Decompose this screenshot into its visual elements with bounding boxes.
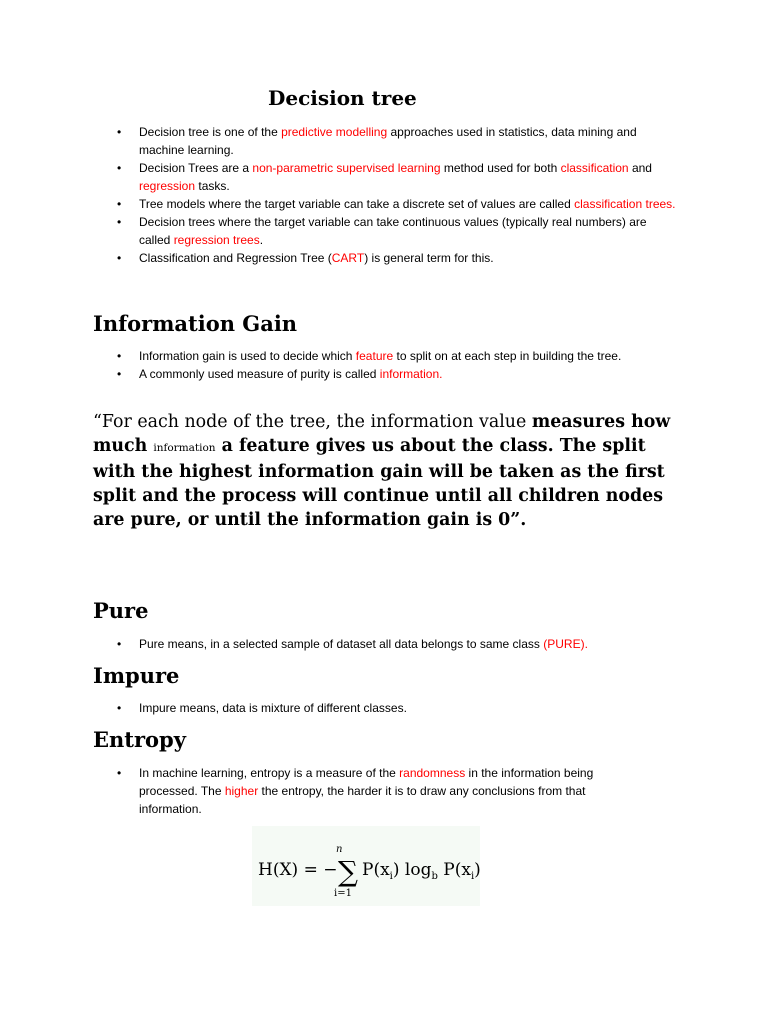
highlight-text: classification trees. [574,197,676,211]
text: In machine learning, entropy is a measure of the [139,766,400,780]
formula-subscript: i [389,871,393,882]
formula-rhs-part: ) [474,860,481,880]
quote-paragraph [93,410,673,532]
highlight-text: predictive modelling [281,125,388,139]
list-item [117,249,677,267]
formula-rhs [362,860,481,882]
highlight-text: CART [331,251,365,265]
formula-rhs-part: P(x [362,860,390,880]
entropy-bullet-list [117,764,617,818]
formula-rhs-part: P(x [437,860,471,880]
highlight-text: randomness [399,766,466,780]
section-heading-information-gain: Information Gain [93,311,298,336]
formula-subscript: i [470,871,475,882]
highlight-text: non-parametric supervised learning [252,161,441,175]
text: to split on at each step in building the tree. [393,349,622,363]
highlight-text: regression trees [173,233,260,247]
text: approaches used in statistics, data mining and machine learning. [139,125,637,157]
section-heading-impure: Impure [93,663,180,688]
quote-text: “For each node of the tree, the information value [93,412,532,432]
text: tasks. [195,179,230,193]
list-item [117,347,677,365]
highlight-text: feature [355,349,394,363]
intro-bullet-list [117,123,677,267]
pure-bullet-list [117,635,677,653]
list-item [117,213,677,249]
list-item [117,365,677,383]
text: Decision tree is one of the [139,125,282,139]
page-title: Decision tree [268,86,417,110]
text: in the information being processed. The [139,766,594,798]
quote-bold-text: measures how much [93,412,671,456]
text: Decision Trees are a [139,161,253,175]
info-gain-bullet-list [117,347,677,383]
text: ) is general term for this. [364,251,494,265]
list-item [117,159,677,195]
formula-rhs-part: ) log [392,860,432,880]
text: A commonly used measure of purity is called [139,367,380,381]
text: and [628,161,652,175]
text: method used for both [440,161,561,175]
text: Information gain is used to decide which [139,349,356,363]
text: Classification and Regression Tree ( [139,251,332,265]
quote-small-text: information [153,442,216,454]
highlight-text: classification [560,161,629,175]
entropy-formula [252,826,480,906]
formula-sum-upper: n [336,844,343,855]
list-item [117,699,677,717]
quote-bold-text: a feature gives us about the class. The split with the highest information gain will be taken as the first split and the process will continue until all children nodes are pure, or until the information gain is 0”. [93,436,665,530]
highlight-text: information. [379,367,443,381]
impure-bullet-list [117,699,677,717]
text: Tree models where the target variable can take a discrete set of values are called [139,197,575,211]
highlight-text: (PURE). [543,637,588,651]
highlight-text: higher [224,784,259,798]
formula-sum-lower: i=1 [334,888,352,899]
text: the entropy, the harder it is to draw any conclusions from that information. [139,784,586,816]
list-item [117,123,677,159]
formula-subscript: b [431,871,438,882]
section-heading-entropy: Entropy [93,727,186,752]
formula-lhs: H(X) = − [258,860,338,880]
list-item [117,195,677,213]
highlight-text: regression [139,179,196,193]
text: Decision trees where the target variable can take continuous values (typically real numbers) are called [139,215,647,247]
section-heading-pure: Pure [93,598,149,623]
sigma-symbol: ∑ [338,855,358,888]
text: Impure means, data is mixture of different classes. [139,701,407,715]
list-item [117,635,677,653]
entropy-formula-graphic [252,826,480,906]
list-item [117,764,617,818]
text: Pure means, in a selected sample of dataset all data belongs to same class [139,637,544,651]
text: . [259,233,264,247]
